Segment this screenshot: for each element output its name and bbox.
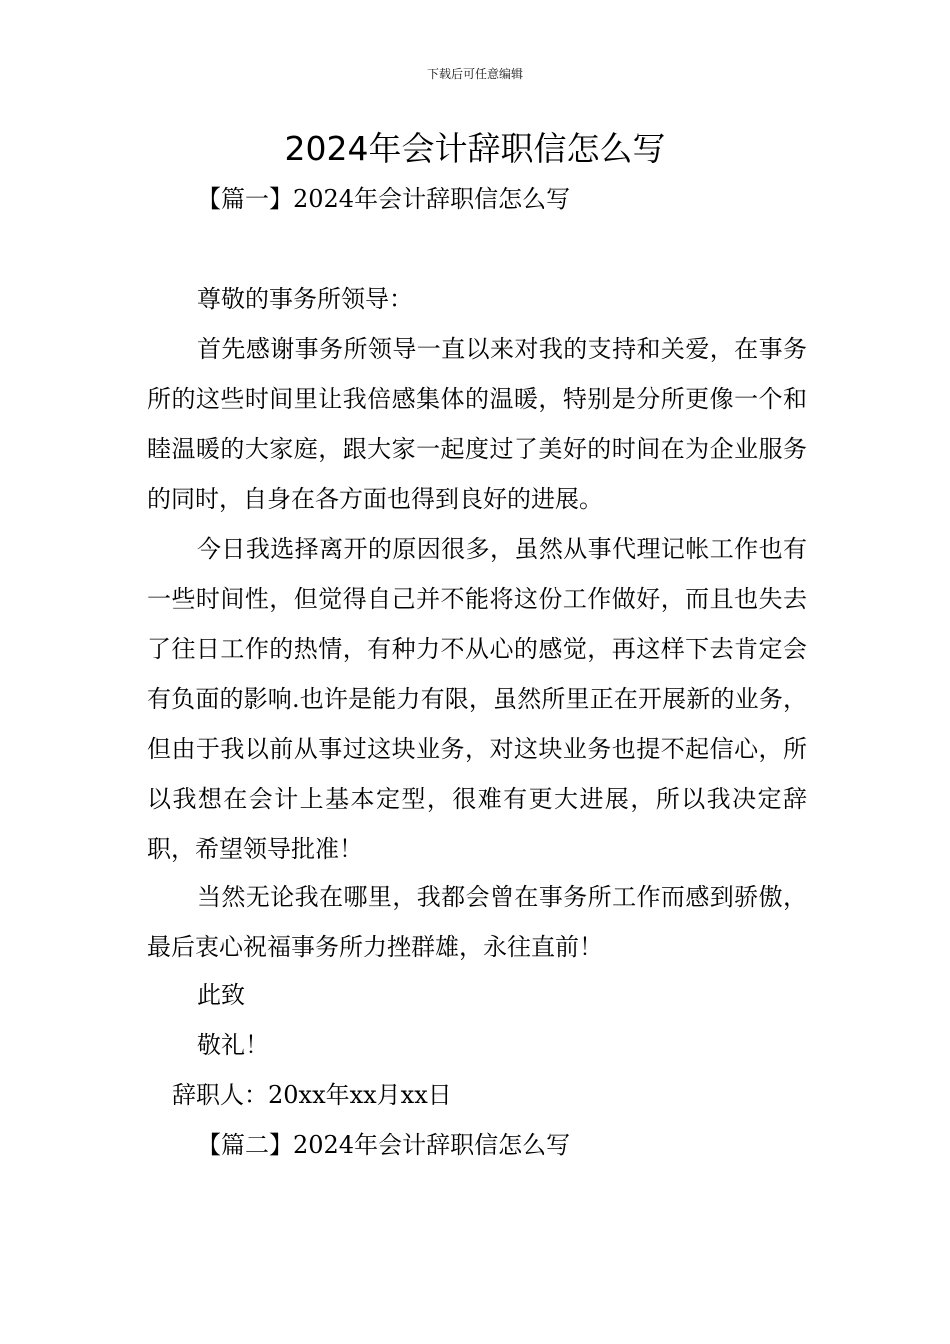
document-title: 2024年会计辞职信怎么写 <box>284 129 666 168</box>
body-paragraph-2: 今日我选择离开的原因很多，虽然从事代理记帐工作也有一些时间性，但觉得自己并不能将这份工作做好，而且也失去了往日工作的热情，有种力不从心的感觉，再这样下去肯定会有负面的影响.也许是能力有限，虽然所里正在开展新的业务，但由于我以前从事过这块业务，对这块业务也提不起信心，所以我想在会计上基本定型，很难有更大进展，所以我决定辞职，希望领导批准！ <box>147 535 807 863</box>
section-heading-1: 【篇一】2024年会计辞职信怎么写 <box>197 185 571 213</box>
salutation: 尊敬的事务所领导： <box>197 285 413 313</box>
section-heading-2: 【篇二】2024年会计辞职信怎么写 <box>197 1131 571 1159</box>
body-paragraph-3: 当然无论我在哪里，我都会曾在事务所工作而感到骄傲，最后衷心祝福事务所力挫群雄，永往直前！ <box>147 883 807 961</box>
signature-line: 辞职人：20xx年xx月xx日 <box>172 1081 452 1109</box>
closing-line-2: 敬礼！ <box>197 1031 269 1059</box>
header-note: 下载后可任意编辑 <box>426 67 523 81</box>
closing-line-1: 此致 <box>197 981 245 1009</box>
body-paragraph-1: 首先感谢事务所领导一直以来对我的支持和关爱，在事务所的这些时间里让我倍感集体的温暖，特别是分所更像一个和睦温暖的大家庭，跟大家一起度过了美好的时间在为企业服务的同时，自身在各方面也得到良好的进展。 <box>147 335 807 513</box>
